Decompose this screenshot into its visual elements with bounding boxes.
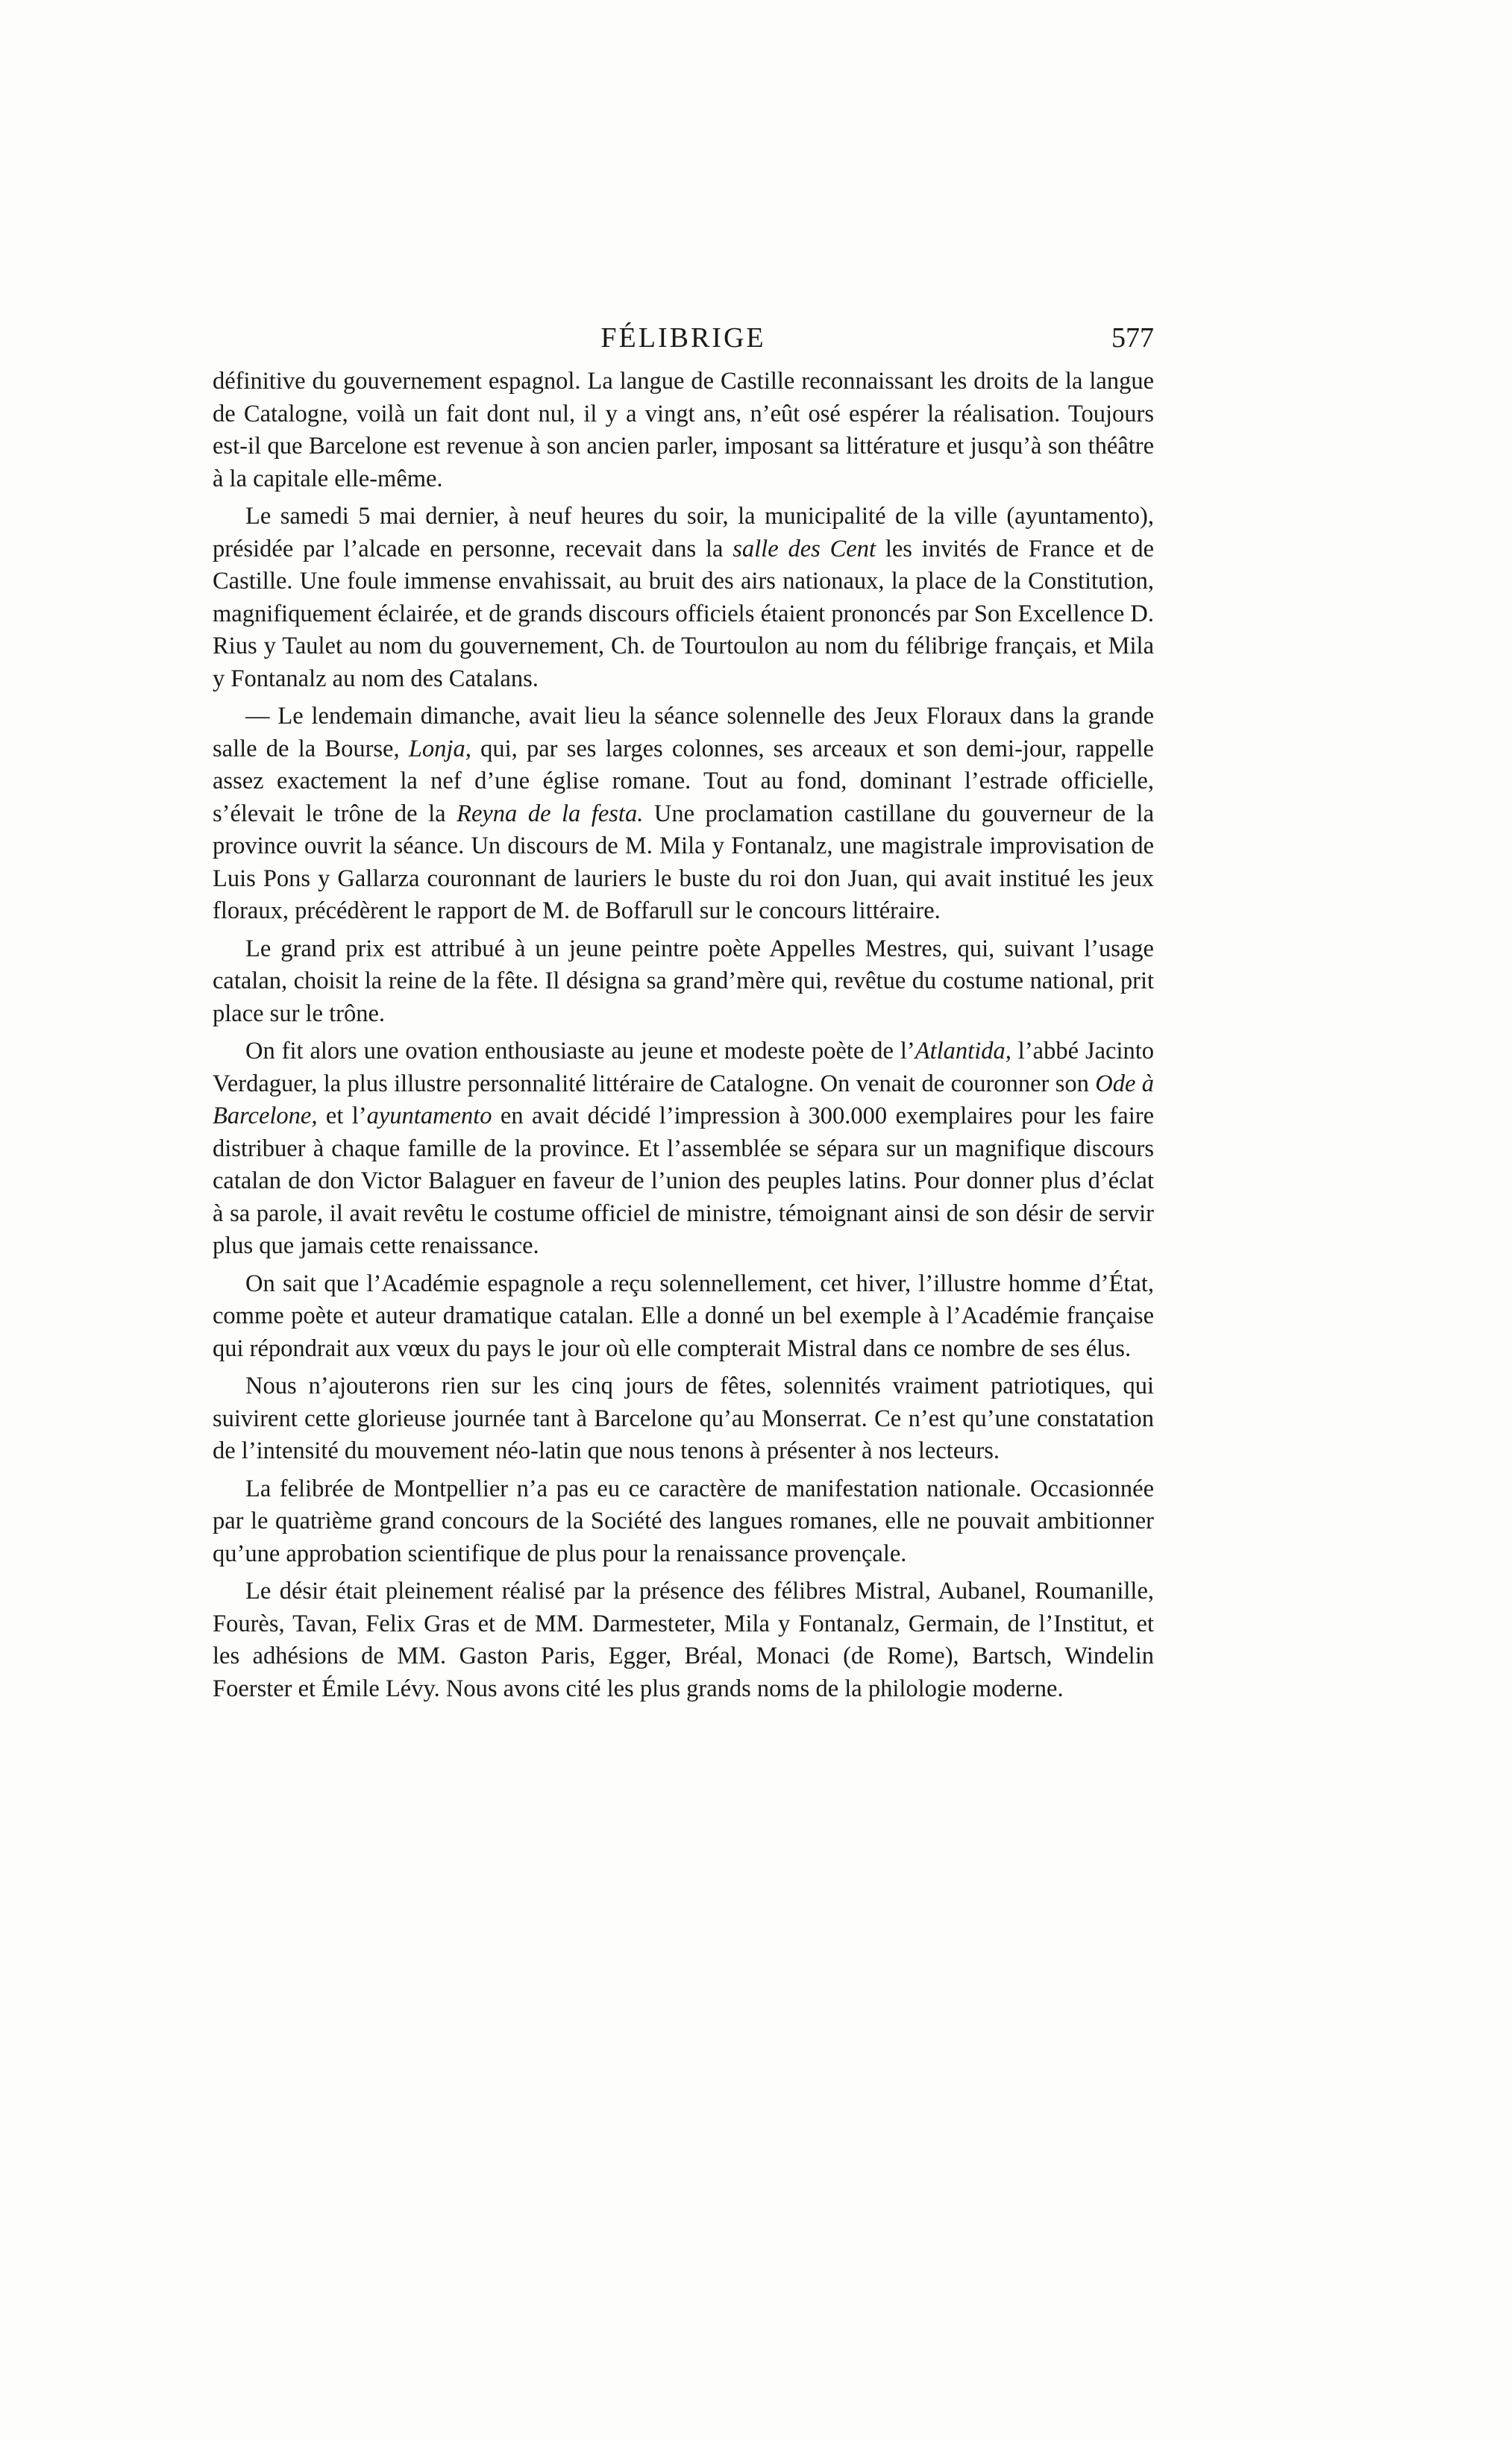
running-title: FÉLIBRIGE [600,322,766,354]
paragraph-5-text-b: l’abbé Jacinto Verdaguer, la plus illustre personnalité littéraire de Catalogne. On venait de couronner son [213,1038,1154,1097]
paragraph-3-text-c: Une proclamation castillane du gouverneur de la province ouvrit la séance. Un discours de M. Mila y Fontanalz, une magistrale improvisation de Luis Pons y Gallarza couronnant de lauriers le buste du roi don Juan, qui avait institué les jeux floraux, précédèrent le rapport de M. de Boffarull sur le concours littéraire. [213,800,1154,924]
paragraph-2-text-b: les invités de France et de Castille. Une foule immense envahissait, au bruit des airs nationaux, la place de la Constitution, magnifiquement éclairée, et de grands discours officiels étaient prononcés par Son Excellence D. Rius y Taulet au nom du gouvernement, Ch. de Tourtoulon au nom du félibrige français, et Mila y Fontanalz au nom des Catalans. [213,535,1154,692]
body-text [213,366,1154,1705]
paragraph-2-text-a: Le samedi 5 mai dernier, à neuf heures du soir, la municipalité de la ville (ayuntamento), présidée par l’alcade en personne, recevait dans la [213,503,1154,562]
paragraph-3-text-b: qui, par ses larges colonnes, ses arceaux et son demi-jour, rappelle assez exactement la nef d’une église romane. Tout au fond, dominant l’estrade officielle, s’élevait le trône de la [213,735,1154,827]
paragraph-5 [213,1035,1154,1263]
paragraph-1: définitive du gouvernement espagnol. La langue de Castille reconnaissant les droits de la langue de Catalogne, voilà un fait dont nul, il y a vingt ans, n’eût osé espérer la réalisation. Toujours est-il que Barcelone est revenue à son ancien parler, imposant sa littérature et jusqu’à son théâtre à la capitale elle-même. [213,368,1154,492]
running-head [213,319,1154,357]
paragraph-3-italic-1: Lonja, [408,735,471,762]
paragraph-7: Nous n’ajouterons rien sur les cinq jours de fêtes, solennités vraiment patriotiques, qui suivirent cette glorieuse journée tant à Barcelone qu’au Monserrat. Ce n’est qu’une constatation de l’intensité du mouvement néo-latin que nous tenons à présenter à nos lecteurs. [213,1373,1154,1464]
paragraph-3-text-a: — Le lendemain dimanche, avait lieu la séance solennelle des Jeux Floraux dans la grande salle de la Bourse, [213,703,1154,762]
paragraph-2 [213,501,1154,695]
paragraph-4: Le grand prix est attribué à un jeune peintre poète Appelles Mestres, qui, suivant l’usage catalan, choisit la reine de la fête. Il désigna sa grand’mère qui, revêtue du costume national, prit place sur le trône. [213,935,1154,1027]
paragraph-6: On sait que l’Académie espagnole a reçu solennellement, cet hiver, l’illustre homme d’État, comme poète et auteur dramatique catalan. Elle a donné un bel exemple à l’Académie française qui répondrait aux vœux du pays le jour où elle compterait Mistral dans ce nombre de ses élus. [213,1270,1154,1362]
paragraph-3 [213,700,1154,928]
paragraph-5-italic-1: Atlantida, [915,1038,1011,1064]
page-number: 577 [1111,322,1154,354]
paragraph-5-italic-3: ayuntamento [366,1103,492,1129]
paragraph-9: Le désir était pleinement réalisé par la présence des félibres Mistral, Aubanel, Roumanille, Fourès, Tavan, Felix Gras et de MM. Darmesteter, Mila y Fontanalz, Germain, de l’Institut, et les adhésions de MM. Gaston Paris, Egger, Bréal, Monaci (de Rome), Bartsch, Windelin Foerster et Émile Lévy. Nous avons cité les plus grands noms de la philologie moderne. [213,1578,1154,1702]
paragraph-3-italic-2: Reyna de la festa. [457,800,644,827]
paragraph-5-text-a: On fit alors une ovation enthousiaste au jeune et modeste poète de l’ [245,1038,915,1064]
paragraph-5-text-c: et l’ [317,1103,367,1129]
paragraph-8: La felibrée de Montpellier n’a pas eu ce caractère de manifestation nationale. Occasionnée par le quatrième grand concours de la Société des langues romanes, elle ne pouvait ambitionner qu’une approbation scientifique de plus pour la renaissance provençale. [213,1475,1154,1567]
paragraph-5-italic-2: Ode à Barcelone, [213,1070,1154,1129]
paragraph-2-italic-1: salle des Cent [733,535,876,562]
paragraph-5-text-d: en avait décidé l’impression à 300.000 exemplaires pour les faire distribuer à chaque famille de la province. Et l’assemblée se sépara sur un magnifique discours catalan de don Victor Balaguer en faveur de l’union des peuples latins. Pour donner plus d’éclat à sa parole, il avait revêtu le costume officiel de ministre, témoignant ainsi de son désir de servir plus que jamais cette renaissance. [213,1103,1154,1259]
